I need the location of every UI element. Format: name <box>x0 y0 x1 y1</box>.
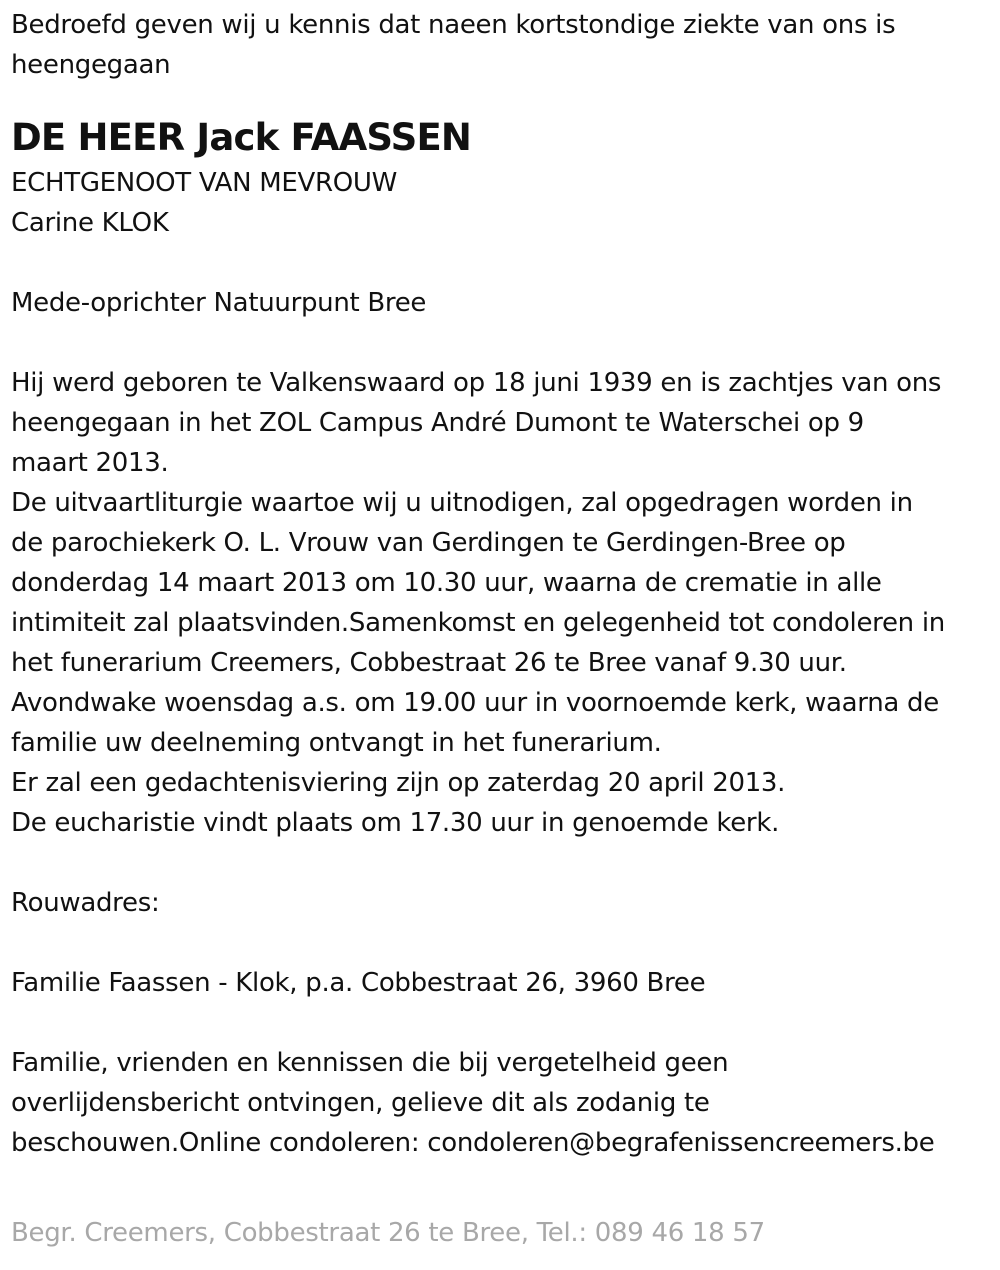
body-line: Hij werd geboren te Valkenswaard op 18 juni 1939 en is zachtjes van ons <box>11 368 942 398</box>
deceased-name: DE HEER Jack FAASSEN <box>11 116 472 159</box>
address-value: Familie Faassen - Klok, p.a. Cobbestraat 26, 3960 Bree <box>11 968 706 998</box>
body-line: het funerarium Creemers, Cobbestraat 26 te Bree vanaf 9.30 uur. <box>11 648 847 678</box>
body-line: maart 2013. <box>11 448 169 478</box>
spouse-name: Carine KLOK <box>11 208 169 238</box>
body-line: heengegaan in het ZOL Campus André Dumont te Waterschei op 9 <box>11 408 864 438</box>
intro-line-1: Bedroefd geven wij u kennis dat naeen kortstondige ziekte van ons is <box>11 10 896 40</box>
spacer <box>11 323 996 363</box>
body-line: intimiteit zal plaatsvinden.Samenkomst en gelegenheid tot condoleren in <box>11 608 945 638</box>
relation-line: ECHTGENOOT VAN MEVROUW <box>11 168 398 198</box>
closing-line: overlijdensbericht ontvingen, gelieve dit als zodanig te <box>11 1088 710 1118</box>
body-line: Avondwake woensdag a.s. om 19.00 uur in voornoemde kerk, waarna de <box>11 688 939 718</box>
obituary-notice <box>11 5 996 1163</box>
funeral-home-footer: Begr. Creemers, Cobbestraat 26 te Bree, Tel.: 089 46 18 57 <box>11 1218 765 1248</box>
spacer <box>11 843 996 883</box>
body-line: familie uw deelneming ontvangt in het funerarium. <box>11 728 662 758</box>
closing-line: beschouwen.Online condoleren: condoleren@begrafenissencreemers.be <box>11 1128 935 1158</box>
role-line: Mede-oprichter Natuurpunt Bree <box>11 288 427 318</box>
spacer <box>11 1003 996 1043</box>
body-line: donderdag 14 maart 2013 om 10.30 uur, waarna de crematie in alle <box>11 568 882 598</box>
body-line: De uitvaartliturgie waartoe wij u uitnodigen, zal opgedragen worden in <box>11 488 913 518</box>
body-line: De eucharistie vindt plaats om 17.30 uur in genoemde kerk. <box>11 808 780 838</box>
closing-line: Familie, vrienden en kennissen die bij vergetelheid geen <box>11 1048 729 1078</box>
spacer <box>11 923 996 963</box>
spacer <box>11 243 996 283</box>
body-line: de parochiekerk O. L. Vrouw van Gerdingen te Gerdingen-Bree op <box>11 528 846 558</box>
body-line: Er zal een gedachtenisviering zijn op zaterdag 20 april 2013. <box>11 768 786 798</box>
address-label: Rouwadres: <box>11 888 160 918</box>
intro-line-2: heengegaan <box>11 50 171 80</box>
